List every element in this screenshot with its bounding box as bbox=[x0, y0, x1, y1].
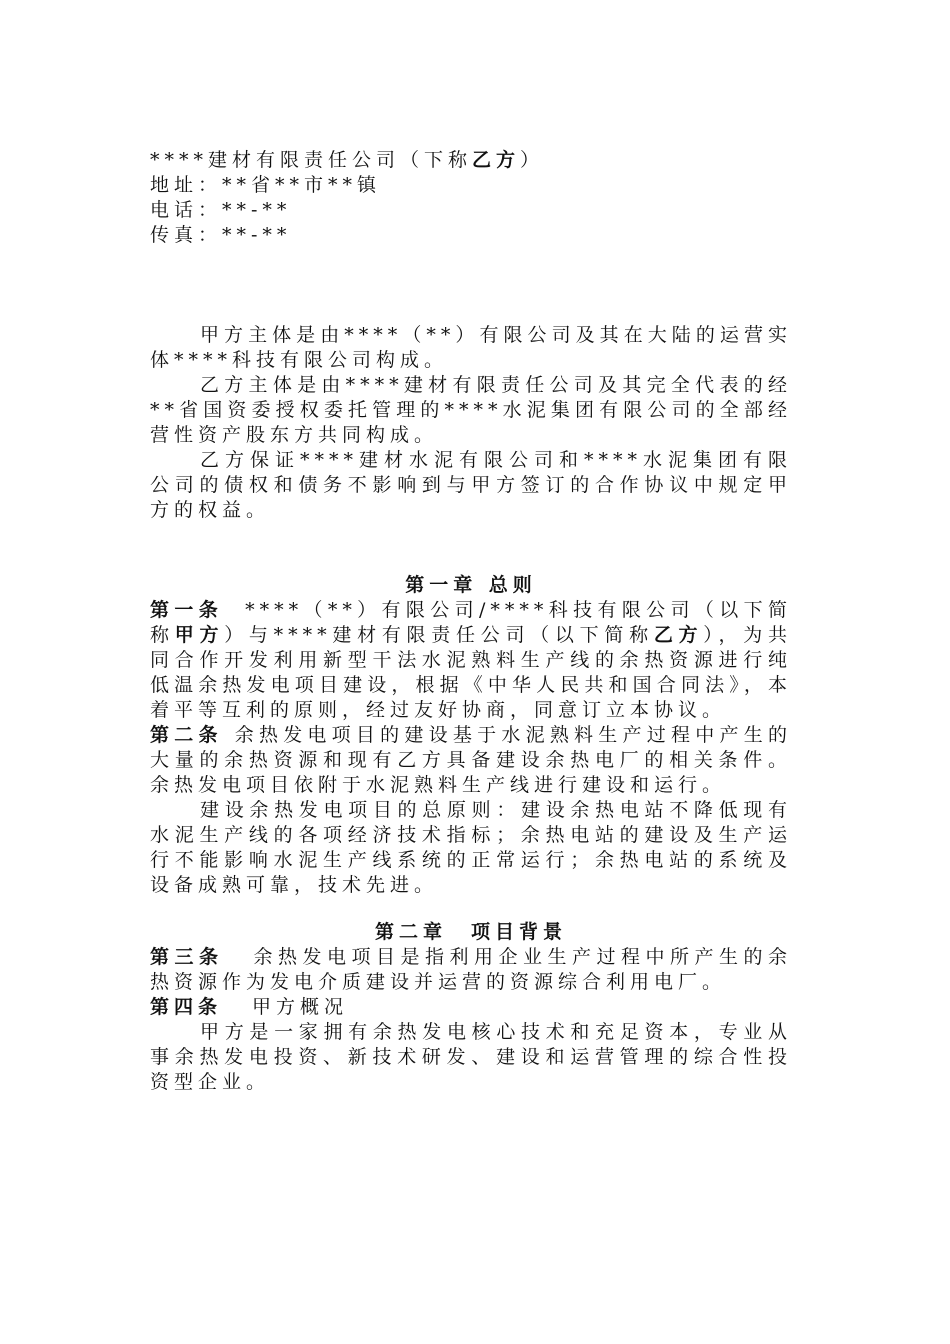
article-1-text-d: ），为共同合作开发利用新型干法水泥熟料生产线的余热资源进行纯低温余热发电项目建设，根据《中华人民共和国合同法》，本着平等互利的原则，经过友好协商，同意订立本协议。 bbox=[150, 624, 792, 721]
chapter-1-title: 第一章 总则 bbox=[405, 574, 537, 596]
spacer bbox=[150, 898, 792, 920]
article-4 bbox=[150, 995, 792, 1020]
article-3-label: 第三条 bbox=[150, 946, 224, 968]
article-1-text-c: ）与****建材有限责任公司（以下简称 bbox=[224, 624, 654, 646]
article-3-text: 余热发电项目是指利用企业生产过程中所产生的余热资源作为发电介质建设并运营的资源综合利用电厂。 bbox=[150, 946, 792, 993]
article-3 bbox=[150, 945, 792, 995]
spacer bbox=[150, 248, 792, 298]
spacer bbox=[150, 523, 792, 573]
party-b-suffix: ） bbox=[520, 149, 545, 171]
article-1 bbox=[150, 598, 792, 723]
article-1-text-a: ****（**）有限公司/****科技有限公司（以下简称 bbox=[150, 599, 792, 646]
intro-paragraph-2: 乙方主体是由****建材有限责任公司及其完全代表的经**省国资委授权委托管理的****水泥集团有限公司的全部经营性资产股东方共同构成。 bbox=[150, 374, 792, 446]
document-page bbox=[150, 148, 792, 1095]
article-2-paragraph-2: 建设余热发电项目的总原则：建设余热电站不降低现有水泥生产线的各项经济技术指标；余热电站的建设及生产运行不能影响水泥生产线系统的正常运行；余热电站的系统及设备成熟可靠，技术先进。 bbox=[150, 799, 792, 896]
party-b-text: ****建材有限责任公司（下称 bbox=[150, 149, 473, 171]
phone-line: 电话：**-** bbox=[150, 199, 292, 221]
article-1-party-b: 乙方 bbox=[653, 624, 704, 646]
article-1-label: 第一条 bbox=[150, 599, 224, 621]
fax-line: 传真：**-** bbox=[150, 224, 292, 246]
party-b-name: 乙方 bbox=[472, 149, 521, 171]
article-4-text: 甲方概况 bbox=[252, 996, 349, 1018]
spacer bbox=[150, 298, 792, 323]
article-1-party-a: 甲方 bbox=[174, 624, 225, 646]
chapter-2-title: 第二章 项目背景 bbox=[374, 921, 567, 943]
address-line: 地址：**省**市**镇 bbox=[150, 174, 382, 196]
party-b-line bbox=[150, 148, 792, 173]
article-2 bbox=[150, 723, 792, 798]
article-4-label: 第四条 bbox=[150, 996, 223, 1018]
intro-paragraph-3: 乙方保证****建材水泥有限公司和****水泥集团有限公司的债权和债务不影响到与甲方签订的合作协议中规定甲方的权益。 bbox=[150, 449, 792, 521]
intro-paragraph-1: 甲方主体是由****（**）有限公司及其在大陆的运营实体****科技有限公司构成。 bbox=[150, 324, 792, 371]
article-2-label: 第二条 bbox=[150, 724, 223, 746]
article-4-paragraph: 甲方是一家拥有余热发电核心技术和充足资本，专业从事余热发电投资、新技术研发、建设和运营管理的综合性投资型企业。 bbox=[150, 1021, 792, 1093]
article-2-text: 余热发电项目的建设基于水泥熟料生产过程中产生的大量的余热资源和现有乙方具备建设余热电厂的相关条件。余热发电项目依附于水泥熟料生产线进行建设和运行。 bbox=[150, 724, 792, 796]
